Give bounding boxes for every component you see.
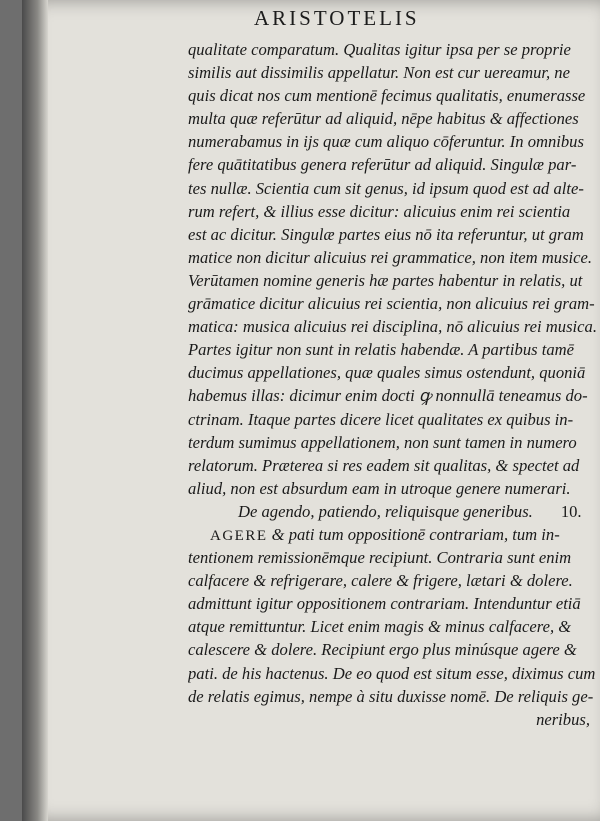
text-line: est ac dicitur. Singulæ partes eius nō ita referuntur, ut gram (188, 224, 584, 244)
text-line: numerabamus in ijs quæ cum aliquo cōferuntur. In omnibus (188, 132, 584, 152)
section-number: 10. (560, 501, 582, 521)
section-title: De agendo, patiendo, reliquisque generibus. (238, 501, 533, 521)
text-line: quis dicat nos cum mentionē fecimus qualitatis, enumerasse (188, 86, 586, 106)
text-line: habemus illas: dicimur enim docti ꝙ nonnullā teneamus do- (188, 386, 588, 406)
body-text (188, 38, 600, 731)
text-line: matica: musica alicuius rei disciplina, nō alicuius rei musica. (188, 317, 597, 337)
text-line: Partes igitur non sunt in relatis habendæ. A partibus tamē (188, 340, 574, 360)
text-line: similis aut dissimilis appellatur. Non est cur uereamur, ne (188, 63, 570, 83)
section-first-word: AGERE (210, 527, 268, 544)
text-line: neribus, (536, 709, 590, 729)
text-line: terdum sumimus appellationem, non sunt tamen in numero (188, 432, 577, 452)
text-line: ctrinam. Itaque partes dicere licet qualitates ex quibus in- (188, 409, 574, 429)
text-line: aliud, non est absurdum eam in utroque genere numerari. (188, 478, 571, 498)
text-line: fere quātitatibus genera referūtur ad aliquid. Singulæ par- (188, 155, 577, 175)
text-line: rum refert, & illius esse dicitur: alicuius enim rei scientia (188, 201, 571, 221)
section-heading (188, 500, 600, 523)
text-line (188, 523, 600, 546)
text-line: matice non dicitur alicuius rei grammatice, non item musice. (188, 247, 593, 267)
text-line: tentionem remissionēmque recipiunt. Contraria sunt enim (188, 548, 572, 568)
running-header: ARISTOTELIS (254, 6, 420, 30)
text-line: Verūtamen nomine generis hæ partes habentur in relatis, ut (188, 270, 583, 290)
text-line: ducimus appellationes, quæ quales simus ostendunt, quoniā (188, 363, 586, 383)
page-gutter-shadow (22, 0, 48, 821)
text-line: tes nullæ. Scientia cum sit genus, id ipsum quod est ad alte- (188, 178, 584, 198)
text-line: grāmatice dicitur alicuius rei scientia, non alicuius rei gram- (188, 294, 595, 314)
text-line: multa quæ referūtur ad aliquid, nēpe habitus & affectiones (188, 109, 579, 129)
text-line: relatorum. Præterea si res eadem sit qualitas, & spectet ad (188, 455, 580, 475)
book-page (22, 0, 600, 821)
text-line: admittunt igitur oppositionem contrariam. Intenduntur etiā (188, 594, 581, 614)
text-line: de relatis egimus, nempe à situ duxisse nomē. De reliquis ge- (188, 686, 594, 706)
text-line: calescere & dolere. Recipiunt ergo plus minúsque agere & (188, 640, 577, 660)
text-line: calfacere & refrigerare, calere & frigere, lætari & dolere. (188, 571, 573, 591)
text-line: pati. de his hactenus. De eo quod est situm esse, diximus cum (188, 663, 596, 683)
text-line-rest: & pati tum oppositionē contrariam, tum in- (267, 524, 560, 544)
text-line: qualitate comparatum. Qualitas igitur ipsa per se proprie (188, 40, 571, 59)
text-line: atque remittuntur. Licet enim magis & minus calfacere, & (188, 617, 572, 637)
